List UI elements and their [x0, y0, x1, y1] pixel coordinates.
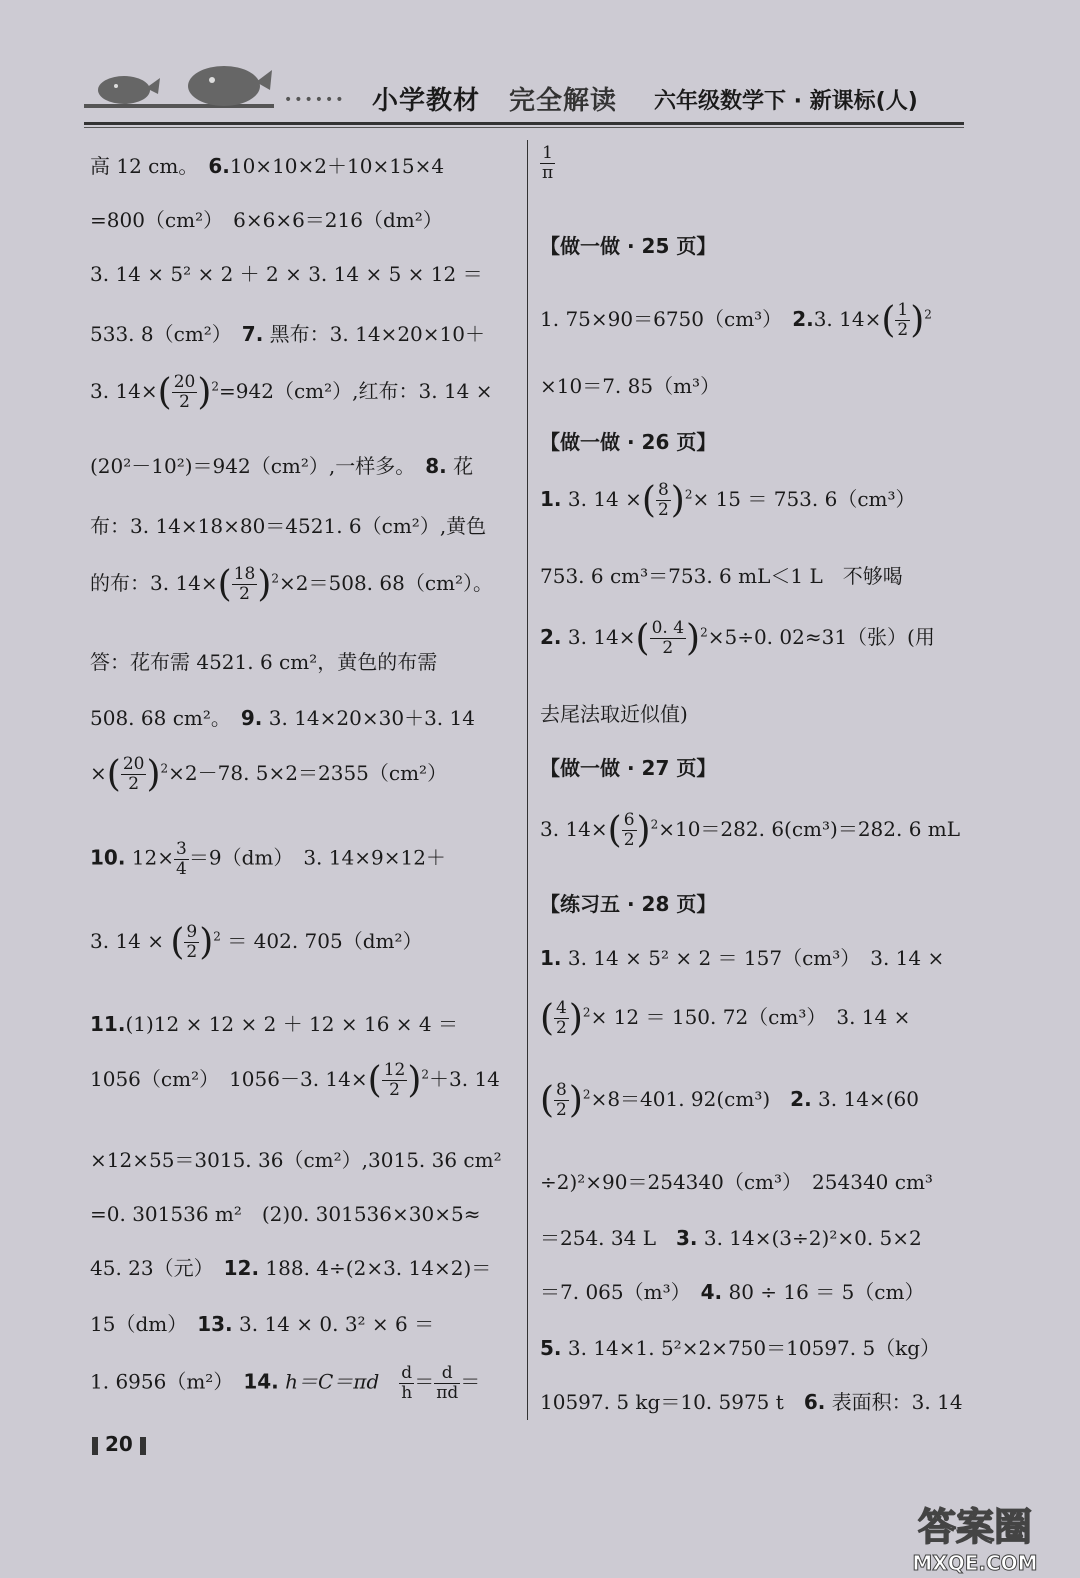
text-line: =0. 301536 m² (2)0. 301536×30×5≈	[90, 1202, 481, 1226]
text-line	[540, 144, 555, 182]
section-heading: 【练习五 · 28 页】	[540, 892, 717, 916]
text-line: 10597. 5 kg＝10. 5975 t 6. 表面积：3. 14	[540, 1390, 963, 1414]
fraction: $\frac{20}{2}$	[122, 754, 145, 794]
header-rule-thin	[84, 127, 964, 128]
text-line: 15（dm） 13. 3. 14 × 0. 3² × 6 ＝	[90, 1312, 435, 1336]
text-line: 2. 3. 14×( $\frac{0. 4}{2}$ )$^2$×5÷0. 02≈31（张）(用	[540, 618, 935, 659]
column-divider	[527, 140, 528, 1420]
text-line: 3. 14 × 5² × 2 ＋ 2 × 3. 14 × 5 × 12 ＝	[90, 262, 483, 286]
text-line: 1. 3. 14 ×( $\frac{8}{2}$ )$^2$× 15 ＝ 753. 6（cm³）	[540, 480, 916, 521]
fraction: $\frac{1}{\pi}$	[542, 143, 554, 183]
fraction: $\frac{6}{2}$	[623, 810, 635, 850]
fraction: $\frac{1}{2}$	[897, 300, 909, 340]
header-rule	[84, 122, 964, 125]
text-line: ( $\frac{4}{2}$ )$^2$× 12 ＝ 150. 72（cm³） 3. 14 ×	[540, 998, 911, 1039]
text-line: 1056（cm²） 1056－3. 14×( $\frac{12}{2}$ )$^2$＋3. 14	[90, 1060, 500, 1101]
book-subtitle: 六年级数学下 · 新课标(人)	[654, 89, 918, 114]
text-line: 45. 23（元） 12. 188. 4÷(2×3. 14×2)＝	[90, 1256, 492, 1280]
text-line: 753. 6 cm³＝753. 6 mL＜1 L 不够喝	[540, 564, 903, 588]
text-line: 去尾法取近似值)	[540, 702, 688, 726]
book-title: 小学教材	[372, 86, 481, 116]
text-line: =800（cm²） 6×6×6＝216（dm²）	[90, 208, 443, 232]
fraction: $\frac{0. 4}{2}$	[651, 618, 685, 658]
fraction: $\frac{12}{2}$	[383, 1060, 406, 1100]
fraction: $\frac{4}{2}$	[556, 998, 567, 1038]
header-dots: ••••••	[284, 92, 346, 108]
text-line: 的布：3. 14×( $\frac{18}{2}$ )$^2$×2＝508. 68（cm²）。	[90, 564, 494, 605]
section-heading: 【做一做 · 26 页】	[540, 430, 717, 454]
section-heading: 【做一做 · 27 页】	[540, 756, 717, 780]
fraction: $\frac{8}{2}$	[556, 1080, 567, 1120]
text-line: 1. 3. 14 × 5² × 2 ＝ 157（cm³） 3. 14 ×	[540, 946, 945, 970]
text-line: ×12×55＝3015. 36（cm²）,3015. 36 cm²	[90, 1148, 502, 1172]
text-line: 5. 3. 14×1. 5²×2×750＝10597. 5（kg）	[540, 1336, 941, 1360]
fraction: $\frac{9}{2}$	[186, 922, 198, 962]
text-line: 1. 6956（m²） 14. h＝C＝πd $\frac{d}{h}$ ＝ $\frac{d}{\pi d}$ ＝	[90, 1363, 481, 1403]
text-line: ＝254. 34 L 3. 3. 14×(3÷2)²×0. 5×2	[540, 1226, 922, 1250]
section-heading: 【做一做 · 25 页】	[540, 234, 717, 258]
svg-text:答案圈: 答案圈	[917, 1505, 1033, 1549]
text-line: 高 12 cm。 6.10×10×2＋10×15×4	[90, 154, 445, 178]
text-line: ＝7. 065（m³） 4. 80 ÷ 16 ＝ 5（cm）	[540, 1280, 925, 1304]
text-line: 3. 14×( $\frac{20}{2}$ )$^2$=942（cm²）,红布：3. 14 ×	[90, 372, 493, 413]
text-line: 533. 8（cm²） 7. 黑布：3. 14×20×10＋	[90, 322, 485, 346]
whale-logo-icon	[84, 60, 274, 120]
page-number: 20	[92, 1432, 146, 1456]
text-line: ( $\frac{8}{2}$ )$^2$×8＝401. 92(cm³) 2. 3. 14×(60	[540, 1080, 919, 1121]
text-line: 1. 75×90＝6750（cm³） 2.3. 14×( $\frac{1}{2}$ )$^2$	[540, 300, 932, 341]
text-line: (20²－10²)＝942（cm²）,一样多。 8. 花	[90, 454, 474, 478]
text-line: ×10＝7. 85（m³）	[540, 374, 721, 398]
fraction: $\frac{d}{\pi d}$	[436, 1363, 459, 1403]
text-line: ÷2)²×90＝254340（cm³） 254340 cm³	[540, 1170, 933, 1194]
fraction: $\frac{8}{2}$	[657, 480, 669, 520]
svg-text:MXQE.COM: MXQE.COM	[912, 1551, 1038, 1575]
text-line: 10. 12× $\frac{3}{4}$ ＝9（dm） 3. 14×9×12＋	[90, 839, 446, 879]
text-line: 布：3. 14×18×80＝4521. 6（cm²）,黄色	[90, 514, 487, 538]
text-line: 11.(1)12 × 12 × 2 ＋ 12 × 16 × 4 ＝	[90, 1012, 458, 1036]
text-line: ×( $\frac{20}{2}$ )$^2$×2－78. 5×2＝2355（cm²）	[90, 754, 448, 795]
fraction: $\frac{20}{2}$	[173, 372, 196, 412]
watermark-logo-icon	[880, 1500, 1070, 1576]
text-line: 答：花布需 4521. 6 cm²，黄色的布需	[90, 650, 438, 674]
text-line: 3. 14×( $\frac{6}{2}$ )$^2$×10＝282. 6(cm³)＝282. 6 mL	[540, 810, 961, 851]
fraction: $\frac{18}{2}$	[233, 564, 256, 604]
book-title-2: 完全解读	[509, 86, 618, 116]
fraction: $\frac{3}{4}$	[176, 839, 187, 879]
fraction: $\frac{d}{h}$	[401, 1363, 413, 1403]
text-line: 508. 68 cm²。 9. 3. 14×20×30＋3. 14	[90, 706, 475, 730]
text-line: 3. 14 × ( $\frac{9}{2}$ )$^2$ ＝ 402. 705（dm²）	[90, 922, 423, 963]
page-header	[84, 60, 964, 124]
